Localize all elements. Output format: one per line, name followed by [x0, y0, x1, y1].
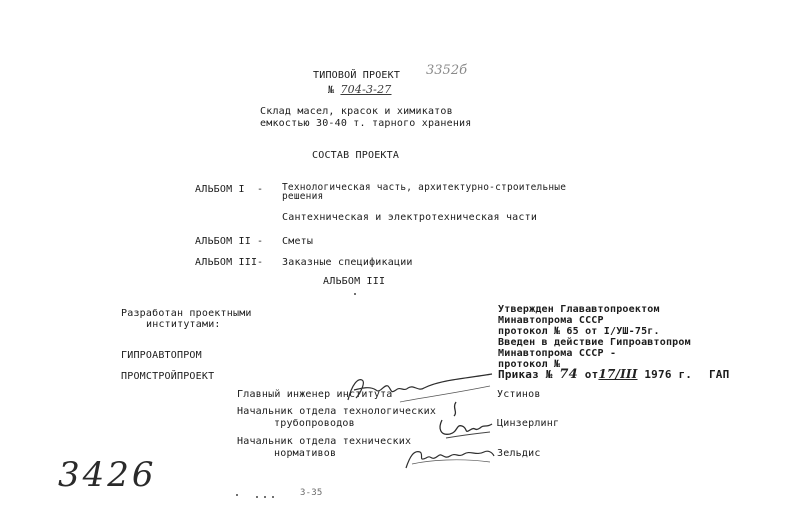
- order-from: от: [584, 368, 599, 381]
- handwritten-archive-number: 3426: [58, 455, 157, 495]
- title-line-2: емкостью 30-40 т. тарного хранения: [260, 118, 472, 129]
- ink-dot-3: [256, 496, 258, 498]
- title-line-1: Склад масел, красок и химикатов: [260, 106, 453, 117]
- signatory-3-role-2: нормативов: [274, 448, 337, 459]
- approval-line-4: Введен в действие Гипроавтопром: [498, 337, 691, 348]
- album-1-line-2: решения: [282, 191, 324, 202]
- order-gap: ГАП: [708, 368, 730, 381]
- approval-line-1: Утвержден Глававтопроектом: [498, 304, 660, 315]
- composition-heading: СОСТАВ ПРОЕКТА: [312, 150, 400, 161]
- project-label: ТИПОВОЙ ПРОЕКТ: [313, 70, 401, 81]
- developed-line-1: Разработан проектными: [121, 308, 252, 319]
- album-1-dash: -: [257, 184, 264, 195]
- album-1-label: АЛЬБОМ I: [195, 184, 245, 195]
- album-2-content: Сметы: [282, 236, 314, 247]
- order-number: 74: [559, 367, 578, 382]
- signatory-3-name: Зельдис: [497, 448, 541, 459]
- album-1-line-3: Сантехническая и электротехническая части: [282, 212, 538, 223]
- institute-1: ГИПРОАВТОПРОМ: [121, 350, 202, 361]
- handwritten-stamp: 3352б: [426, 63, 468, 78]
- signatory-1-name: Устинов: [497, 389, 541, 400]
- album-2-dash: -: [257, 236, 264, 247]
- ink-dot: [354, 293, 356, 295]
- signatory-2-role-1: Начальник отдела технологических: [237, 406, 437, 417]
- album-1-line-1: Технологическая часть, архитектурно-строительные: [282, 182, 567, 193]
- institute-2: ПРОМСТРОЙПРОЕКТ: [121, 371, 215, 382]
- ink-dot-4: [264, 496, 266, 498]
- album-3-content: Заказные спецификации: [282, 257, 413, 268]
- signatory-2-name: Цинзерлинг: [497, 418, 560, 429]
- number-sign: №: [328, 85, 335, 96]
- ink-dot-2: [236, 494, 238, 496]
- ink-dot-5: [272, 496, 274, 498]
- album-3-dash: -: [257, 257, 264, 268]
- signature-zeldis: [400, 440, 496, 470]
- signatory-2-role-2: трубопроводов: [274, 418, 355, 429]
- order-prefix: Приказ №: [498, 368, 553, 381]
- bottom-note: 3-35: [300, 488, 323, 498]
- approval-order-line: [498, 369, 729, 380]
- approval-line-2: Минавтопрома СССР: [498, 315, 604, 326]
- order-year: 1976 г.: [644, 368, 693, 381]
- signatory-3-role-1: Начальник отдела технических: [237, 436, 412, 447]
- approval-line-3: протокол № 65 от I/УШ-75г.: [498, 326, 660, 337]
- signature-tsinzerling: [428, 398, 498, 442]
- album-3-label: АЛЬБОМ III: [195, 257, 258, 268]
- project-number-line: [328, 84, 392, 96]
- developed-line-2: институтами:: [146, 319, 221, 330]
- project-number: 704-3-27: [340, 83, 392, 96]
- album-2-label: АЛЬБОМ II: [195, 236, 251, 247]
- approval-line-6: протокол №: [498, 359, 561, 370]
- current-album: АЛЬБОМ III: [323, 276, 386, 287]
- signatory-1-role: Главный инженер института: [237, 389, 393, 400]
- order-date: 17/III: [598, 367, 638, 381]
- approval-line-5: Минавтопрома СССР -: [498, 348, 617, 359]
